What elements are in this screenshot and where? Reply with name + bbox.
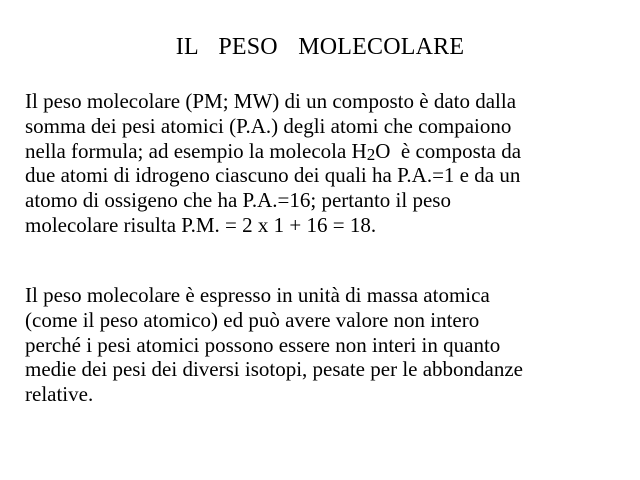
paragraph-line-with-formula <box>25 139 615 164</box>
paragraph-line: medie dei pesi dei diversi isotopi, pesate per le abbondanze <box>25 357 524 382</box>
formula-hydrogen: H <box>351 138 367 163</box>
formula-subscript: 2 <box>366 144 376 164</box>
paragraph-units <box>25 283 615 407</box>
paragraph-line: Il peso molecolare è espresso in unità di massa atomica <box>25 283 490 307</box>
line-text-after-formula: è composta da <box>390 138 522 163</box>
line-text-before-formula: nella formula; ad esempio la molecola <box>25 138 352 163</box>
paragraph-line: (come il peso atomico) ed può avere valore non intero <box>25 307 480 332</box>
water-formula <box>352 139 391 163</box>
paragraph-line: somma dei pesi atomici (P.A.) degli atomi che compaiono <box>25 113 512 138</box>
paragraph-line: molecolare risulta P.M. = 2 x 1 + 16 = 18. <box>25 212 377 237</box>
formula-oxygen: O <box>375 138 391 163</box>
slide-title: IL PESO MOLECOLARE <box>175 34 465 60</box>
paragraph-line: atomo di ossigeno che ha P.A.=16; pertanto il peso <box>25 188 451 213</box>
paragraph-line: perché i pesi atomici possono essere non interi in quanto <box>25 332 501 357</box>
paragraph-definition <box>25 89 615 238</box>
paragraph-line: relative. <box>25 382 94 407</box>
paragraph-line: Il peso molecolare (PM; MW) di un composto è dato dalla <box>25 89 517 113</box>
paragraph-line: due atomi di idrogeno ciascuno dei quali ha P.A.=1 e da un <box>25 163 521 188</box>
